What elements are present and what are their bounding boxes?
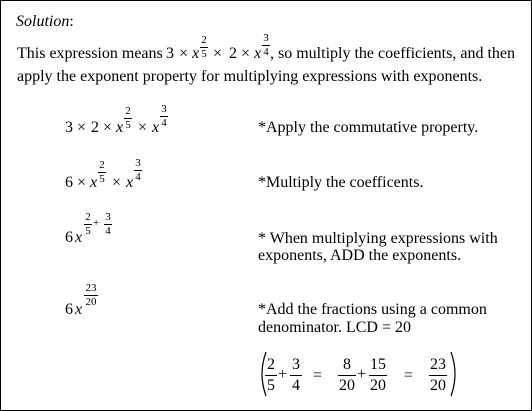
intro-text-start: This expression means: [17, 45, 163, 62]
step4-note-line2: denominator. LCD = 20: [258, 319, 412, 336]
right-parenthesis: [450, 351, 460, 397]
step2-note: *Multiply the coefficents.: [258, 174, 424, 191]
step1-note: *Apply the commutative property.: [258, 119, 479, 136]
step3-note-line2: exponents, ADD the exponents.: [258, 247, 462, 264]
intro-text-end: , so multiply the coefficients, and then: [270, 45, 515, 62]
intro-text-line2: apply the exponent property for multiplying expressions with exponents.: [17, 68, 483, 85]
step3-note-line1: * When multiplying expressions with: [258, 230, 498, 247]
step4-note-line1: *Add the fractions using a common: [258, 301, 487, 318]
solution-heading: Solution:: [16, 13, 74, 30]
